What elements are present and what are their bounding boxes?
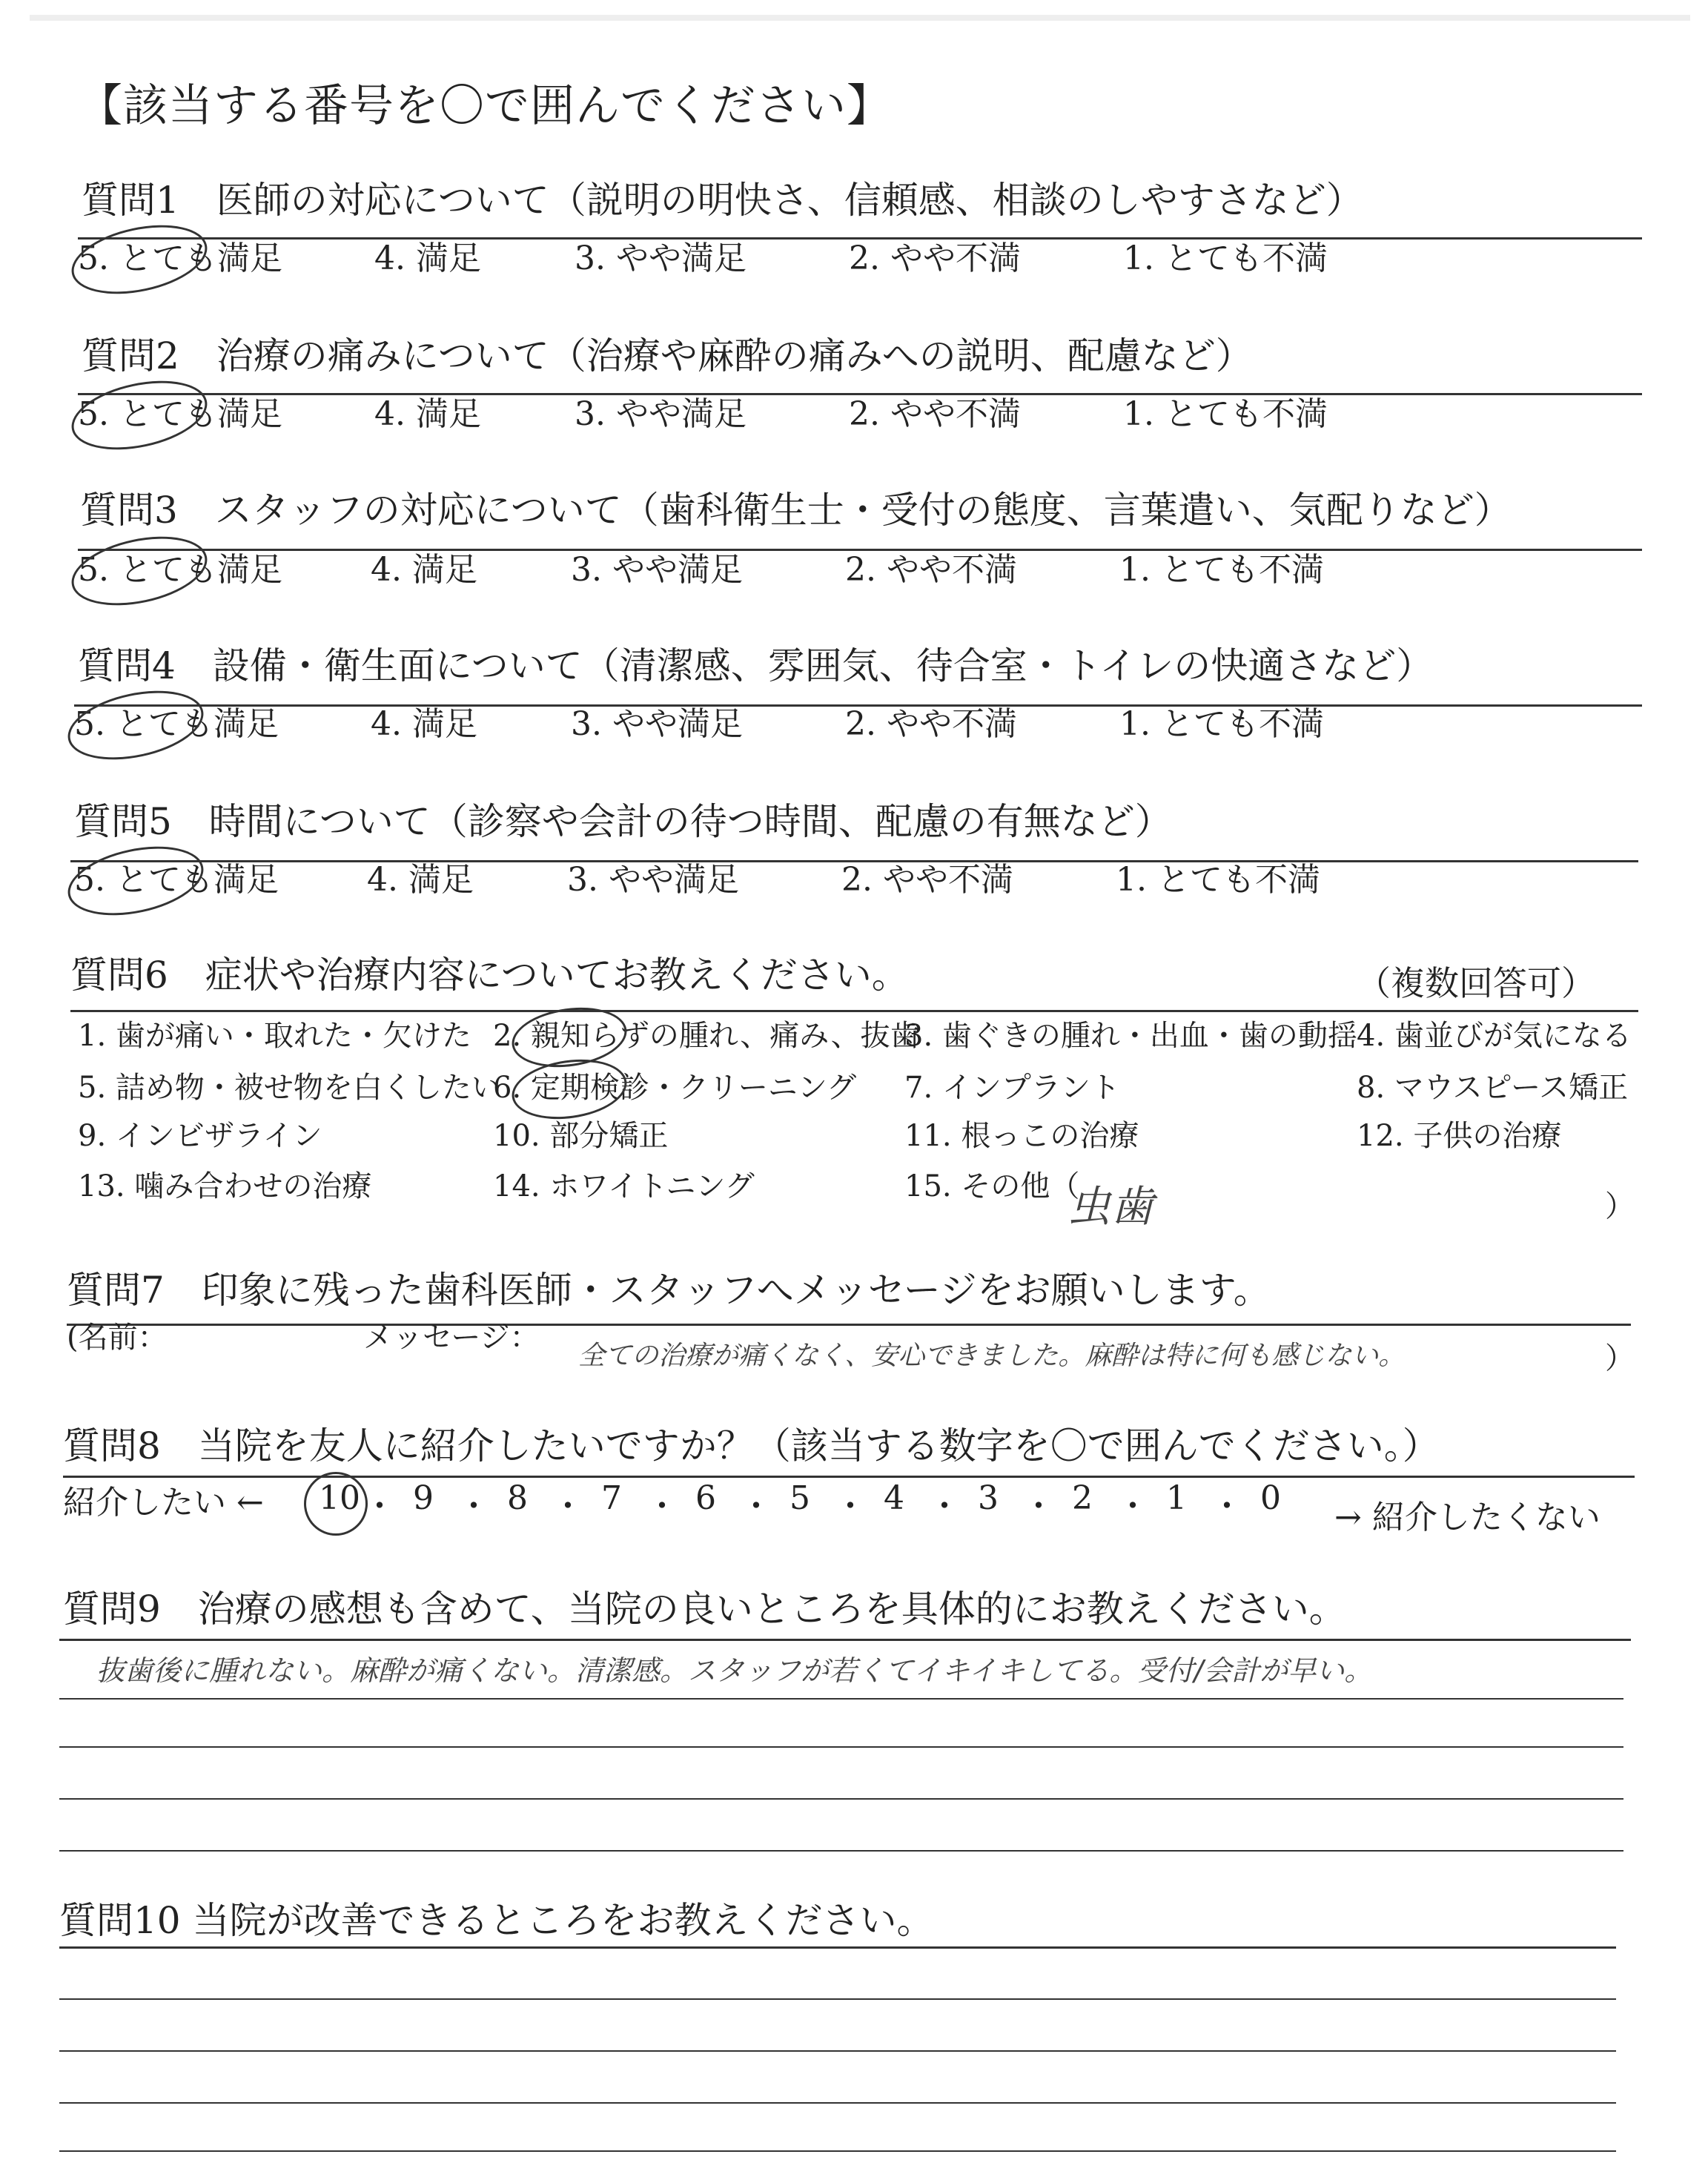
question-10-title: 質問10 当院が改善できるところをお教えください。 bbox=[59, 1899, 934, 1942]
scale-number[interactable]: 9 bbox=[413, 1479, 434, 1517]
question-5-title: 質問5 時間について（診察や会計の待つ時間、配慮の有無など） bbox=[74, 800, 1172, 843]
scale-separator: ・ bbox=[740, 1487, 772, 1525]
scale-number[interactable]: 1 bbox=[1166, 1479, 1187, 1517]
rating-option[interactable]: 1. とても不満 bbox=[1119, 551, 1324, 589]
question-1-title: 質問1 医師の対応について（説明の明快さ、信頼感、相談のしやすさなど） bbox=[82, 179, 1363, 222]
rating-option[interactable]: 5. とても満足 bbox=[78, 240, 282, 277]
scale-number[interactable]: 6 bbox=[695, 1479, 716, 1517]
rating-option[interactable]: 4. 満足 bbox=[374, 240, 481, 277]
message-label: メッセージ： bbox=[363, 1321, 540, 1355]
rating-option[interactable]: 3. やや満足 bbox=[571, 705, 743, 743]
answer-line bbox=[59, 1850, 1623, 1852]
answer-line bbox=[59, 1998, 1616, 2000]
rating-option[interactable]: 4. 満足 bbox=[367, 861, 474, 899]
rating-option[interactable]: 2. やや不満 bbox=[841, 861, 1013, 899]
scale-separator: ・ bbox=[646, 1487, 678, 1525]
selection-circle bbox=[65, 214, 214, 305]
other-answer: 虫歯 bbox=[1068, 1181, 1154, 1232]
question-9-title: 質問9 治療の感想も含めて、当院の良いところを具体的にお教えください。 bbox=[63, 1588, 1346, 1631]
symptom-option[interactable]: 12. 子供の治療 bbox=[1357, 1119, 1562, 1153]
rating-option[interactable]: 1. とても不満 bbox=[1123, 395, 1328, 433]
question-7-title: 質問7 印象に残った歯科医師・スタッフへメッセージをお願いします。 bbox=[67, 1269, 1271, 1312]
selection-circle bbox=[65, 370, 214, 461]
scale-number[interactable]: 10 bbox=[319, 1479, 360, 1517]
scale-number[interactable]: 7 bbox=[601, 1479, 622, 1517]
rating-option[interactable]: 3. やや満足 bbox=[575, 240, 747, 277]
question-4-title: 質問4 設備・衛生面について（清潔感、雰囲気、待合室・トイレの快適さなど） bbox=[78, 644, 1434, 687]
rating-option[interactable]: 1. とても不満 bbox=[1116, 861, 1320, 899]
scan-edge bbox=[30, 15, 1690, 21]
rating-option[interactable]: 4. 満足 bbox=[371, 551, 477, 589]
symptom-option[interactable]: 6. 定期検診・クリーニング bbox=[493, 1071, 857, 1105]
question-7-rule bbox=[67, 1324, 1631, 1326]
answer-line bbox=[59, 2102, 1616, 2104]
symptom-option[interactable]: 3. 歯ぐきの腫れ・出血・歯の動揺 bbox=[904, 1019, 1357, 1053]
symptom-option[interactable]: 14. ホワイトニング bbox=[493, 1169, 755, 1203]
scale-separator: ・ bbox=[928, 1487, 961, 1525]
question-2-title: 質問2 治療の痛みについて（治療や麻酔の痛みへの説明、配慮など） bbox=[82, 334, 1253, 377]
rating-option[interactable]: 4. 満足 bbox=[374, 395, 481, 433]
scale-separator: ・ bbox=[1022, 1487, 1055, 1525]
scale-number[interactable]: 8 bbox=[507, 1479, 528, 1517]
symptom-option[interactable]: 13. 噛み合わせの治療 bbox=[78, 1169, 372, 1203]
question-9-rule bbox=[59, 1639, 1631, 1641]
symptom-option[interactable]: 4. 歯並びが気になる bbox=[1357, 1019, 1632, 1053]
selection-circle bbox=[62, 836, 210, 927]
scale-number[interactable]: 4 bbox=[884, 1479, 904, 1517]
scale-number[interactable]: 3 bbox=[978, 1479, 999, 1517]
selection-circle bbox=[304, 1472, 368, 1536]
rating-option[interactable]: 2. やや不満 bbox=[845, 551, 1017, 589]
symptom-option[interactable]: 8. マウスピース矯正 bbox=[1357, 1071, 1629, 1105]
rating-option[interactable]: 3. やや満足 bbox=[571, 551, 743, 589]
symptom-option[interactable]: 10. 部分矯正 bbox=[493, 1119, 669, 1153]
rating-option[interactable]: 2. やや不満 bbox=[849, 240, 1021, 277]
symptom-option[interactable]: 1. 歯が痛い・取れた・欠けた bbox=[78, 1019, 471, 1053]
rating-option[interactable]: 2. やや不満 bbox=[849, 395, 1021, 433]
rating-option[interactable]: 3. やや満足 bbox=[567, 861, 739, 899]
symptom-option[interactable]: 11. 根っこの治療 bbox=[904, 1119, 1139, 1153]
name-label: (名前： bbox=[67, 1321, 168, 1355]
selection-circle bbox=[62, 680, 210, 771]
good-points-answer: 抜歯後に腫れない。麻酔が痛くない。清潔感。スタッフが若くてイキイキしてる。受付/会計が早い。 bbox=[96, 1654, 1373, 1687]
rating-option[interactable]: 5. とても満足 bbox=[74, 705, 279, 743]
rating-option[interactable]: 1. とても不満 bbox=[1123, 240, 1328, 277]
scale-number[interactable]: 5 bbox=[790, 1479, 810, 1517]
other-close-paren: ） bbox=[1605, 1189, 1635, 1223]
rating-option[interactable]: 5. とても満足 bbox=[78, 395, 282, 433]
question-10-rule bbox=[59, 1946, 1616, 1949]
answer-line bbox=[59, 2050, 1616, 2052]
question-3-title: 質問3 スタッフの対応について（歯科衛生士・受付の態度、言葉遣い、気配りなど） bbox=[80, 489, 1512, 532]
symptom-option[interactable]: 2. 親知らずの腫れ、痛み、抜歯 bbox=[493, 1019, 920, 1053]
selection-circle bbox=[65, 526, 214, 617]
scale-separator: ・ bbox=[1211, 1487, 1243, 1525]
scale-separator: ・ bbox=[363, 1487, 396, 1525]
scale-separator: ・ bbox=[1116, 1487, 1149, 1525]
rating-option[interactable]: 1. とても不満 bbox=[1119, 705, 1324, 743]
page-title: 【該当する番号を〇で囲んでください】 bbox=[78, 80, 892, 132]
symptom-option[interactable]: 5. 詰め物・被せ物を白くしたい bbox=[78, 1071, 501, 1105]
question-8-rule bbox=[63, 1476, 1635, 1478]
scale-separator: ・ bbox=[457, 1487, 490, 1525]
question-6-note: （複数回答可） bbox=[1357, 963, 1595, 1003]
scale-number[interactable]: 0 bbox=[1260, 1479, 1281, 1517]
scale-separator: ・ bbox=[552, 1487, 584, 1525]
recommend-left-label: 紹介したい ← bbox=[63, 1484, 264, 1522]
rating-option[interactable]: 3. やや満足 bbox=[575, 395, 747, 433]
symptom-option[interactable]: 15. その他（ bbox=[904, 1169, 1080, 1203]
symptom-option[interactable]: 7. インプラント bbox=[904, 1071, 1120, 1105]
answer-line bbox=[59, 1698, 1623, 1700]
message-text: 全ての治療が痛くなく、安心できました。麻酔は特に何も感じない。 bbox=[578, 1341, 1406, 1371]
rating-option[interactable]: 5. とても満足 bbox=[78, 551, 282, 589]
answer-line bbox=[59, 1746, 1623, 1748]
symptom-option[interactable]: 9. インビザライン bbox=[78, 1119, 322, 1153]
question-8-title: 質問8 当院を友人に紹介したいですか？（該当する数字を〇で囲んでください。） bbox=[63, 1424, 1440, 1467]
rating-option[interactable]: 5. とても満足 bbox=[74, 861, 279, 899]
scale-separator: ・ bbox=[834, 1487, 867, 1525]
rating-option[interactable]: 4. 満足 bbox=[371, 705, 477, 743]
rating-option[interactable]: 2. やや不満 bbox=[845, 705, 1017, 743]
answer-line bbox=[59, 1798, 1623, 1800]
recommend-right-label: → 紹介したくない bbox=[1334, 1499, 1601, 1536]
answer-line bbox=[59, 2150, 1616, 2152]
question-6-title: 質問6 症状や治療内容についてお教えください。 bbox=[70, 954, 909, 997]
message-close-paren: ） bbox=[1605, 1341, 1635, 1375]
scale-number[interactable]: 2 bbox=[1072, 1479, 1093, 1517]
